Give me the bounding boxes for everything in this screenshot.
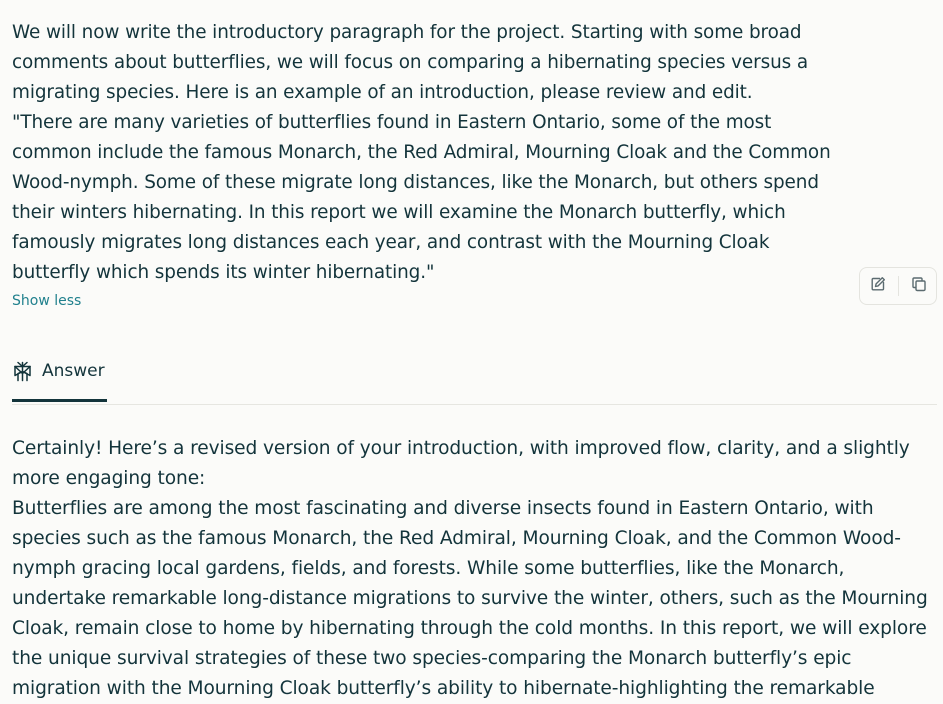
query-line: migrating species. Here is an example of an introduction, please review and edit. [12, 82, 753, 103]
answer-icon [12, 358, 33, 384]
answer-line: Butterflies are among the most fascinating and diverse insects found in Eastern Ontario, with [12, 498, 874, 519]
query-line: "There are many varieties of butterflies found in Eastern Ontario, some of the most [12, 112, 772, 133]
answer-line: more engaging tone: [12, 468, 206, 489]
query-line: butterfly which spends its winter hibernating." [12, 262, 435, 283]
answer-line: nymph gracing local gardens, fields, and forests. While some butterflies, like the Monarch, [12, 558, 845, 579]
answer-line: species such as the famous Monarch, the Red Admiral, Mourning Cloak, and the Common Wood- [12, 528, 901, 549]
divider [898, 276, 899, 296]
answer-line: migration with the Mourning Cloak butterfly’s ability to hibernate-highlighting the remarkable [12, 678, 875, 699]
query-line: Wood-nymph. Some of these migrate long distances, like the Monarch, but others spend [12, 172, 819, 193]
query-line: famously migrates long distances each year, and contrast with the Mourning Cloak [12, 232, 770, 253]
copy-query-button[interactable] [904, 271, 934, 301]
query-line: comments about butterflies, we will focus on comparing a hibernating species versus a [12, 52, 809, 73]
edit-query-button[interactable] [863, 271, 893, 301]
answer-line: Certainly! Here’s a revised version of your introduction, with improved flow, clarity, and a slightly [12, 438, 910, 459]
answer-line: the unique survival strategies of these two species-comparing the Monarch butterfly’s epic [12, 648, 852, 669]
user-query [12, 18, 892, 288]
answer-tabs [12, 354, 937, 405]
answer-line: undertake remarkable long-distance migrations to survive the winter, others, such as the Mourning [12, 588, 928, 609]
answer-body [12, 434, 932, 704]
query-line: their winters hibernating. In this report we will examine the Monarch butterfly, which [12, 202, 786, 223]
show-less-link[interactable]: Show less [12, 293, 82, 309]
edit-icon [870, 276, 886, 296]
query-line: We will now write the introductory paragraph for the project. Starting with some broad [12, 22, 802, 43]
answer-line: Cloak, remain close to home by hibernating through the cold months. In this report, we will explore [12, 618, 927, 639]
tab-answer-label: Answer [42, 361, 105, 381]
copy-icon [911, 276, 927, 296]
tab-answer[interactable] [12, 354, 107, 402]
query-line: common include the famous Monarch, the Red Admiral, Mourning Cloak and the Common [12, 142, 831, 163]
query-actions [859, 267, 937, 305]
